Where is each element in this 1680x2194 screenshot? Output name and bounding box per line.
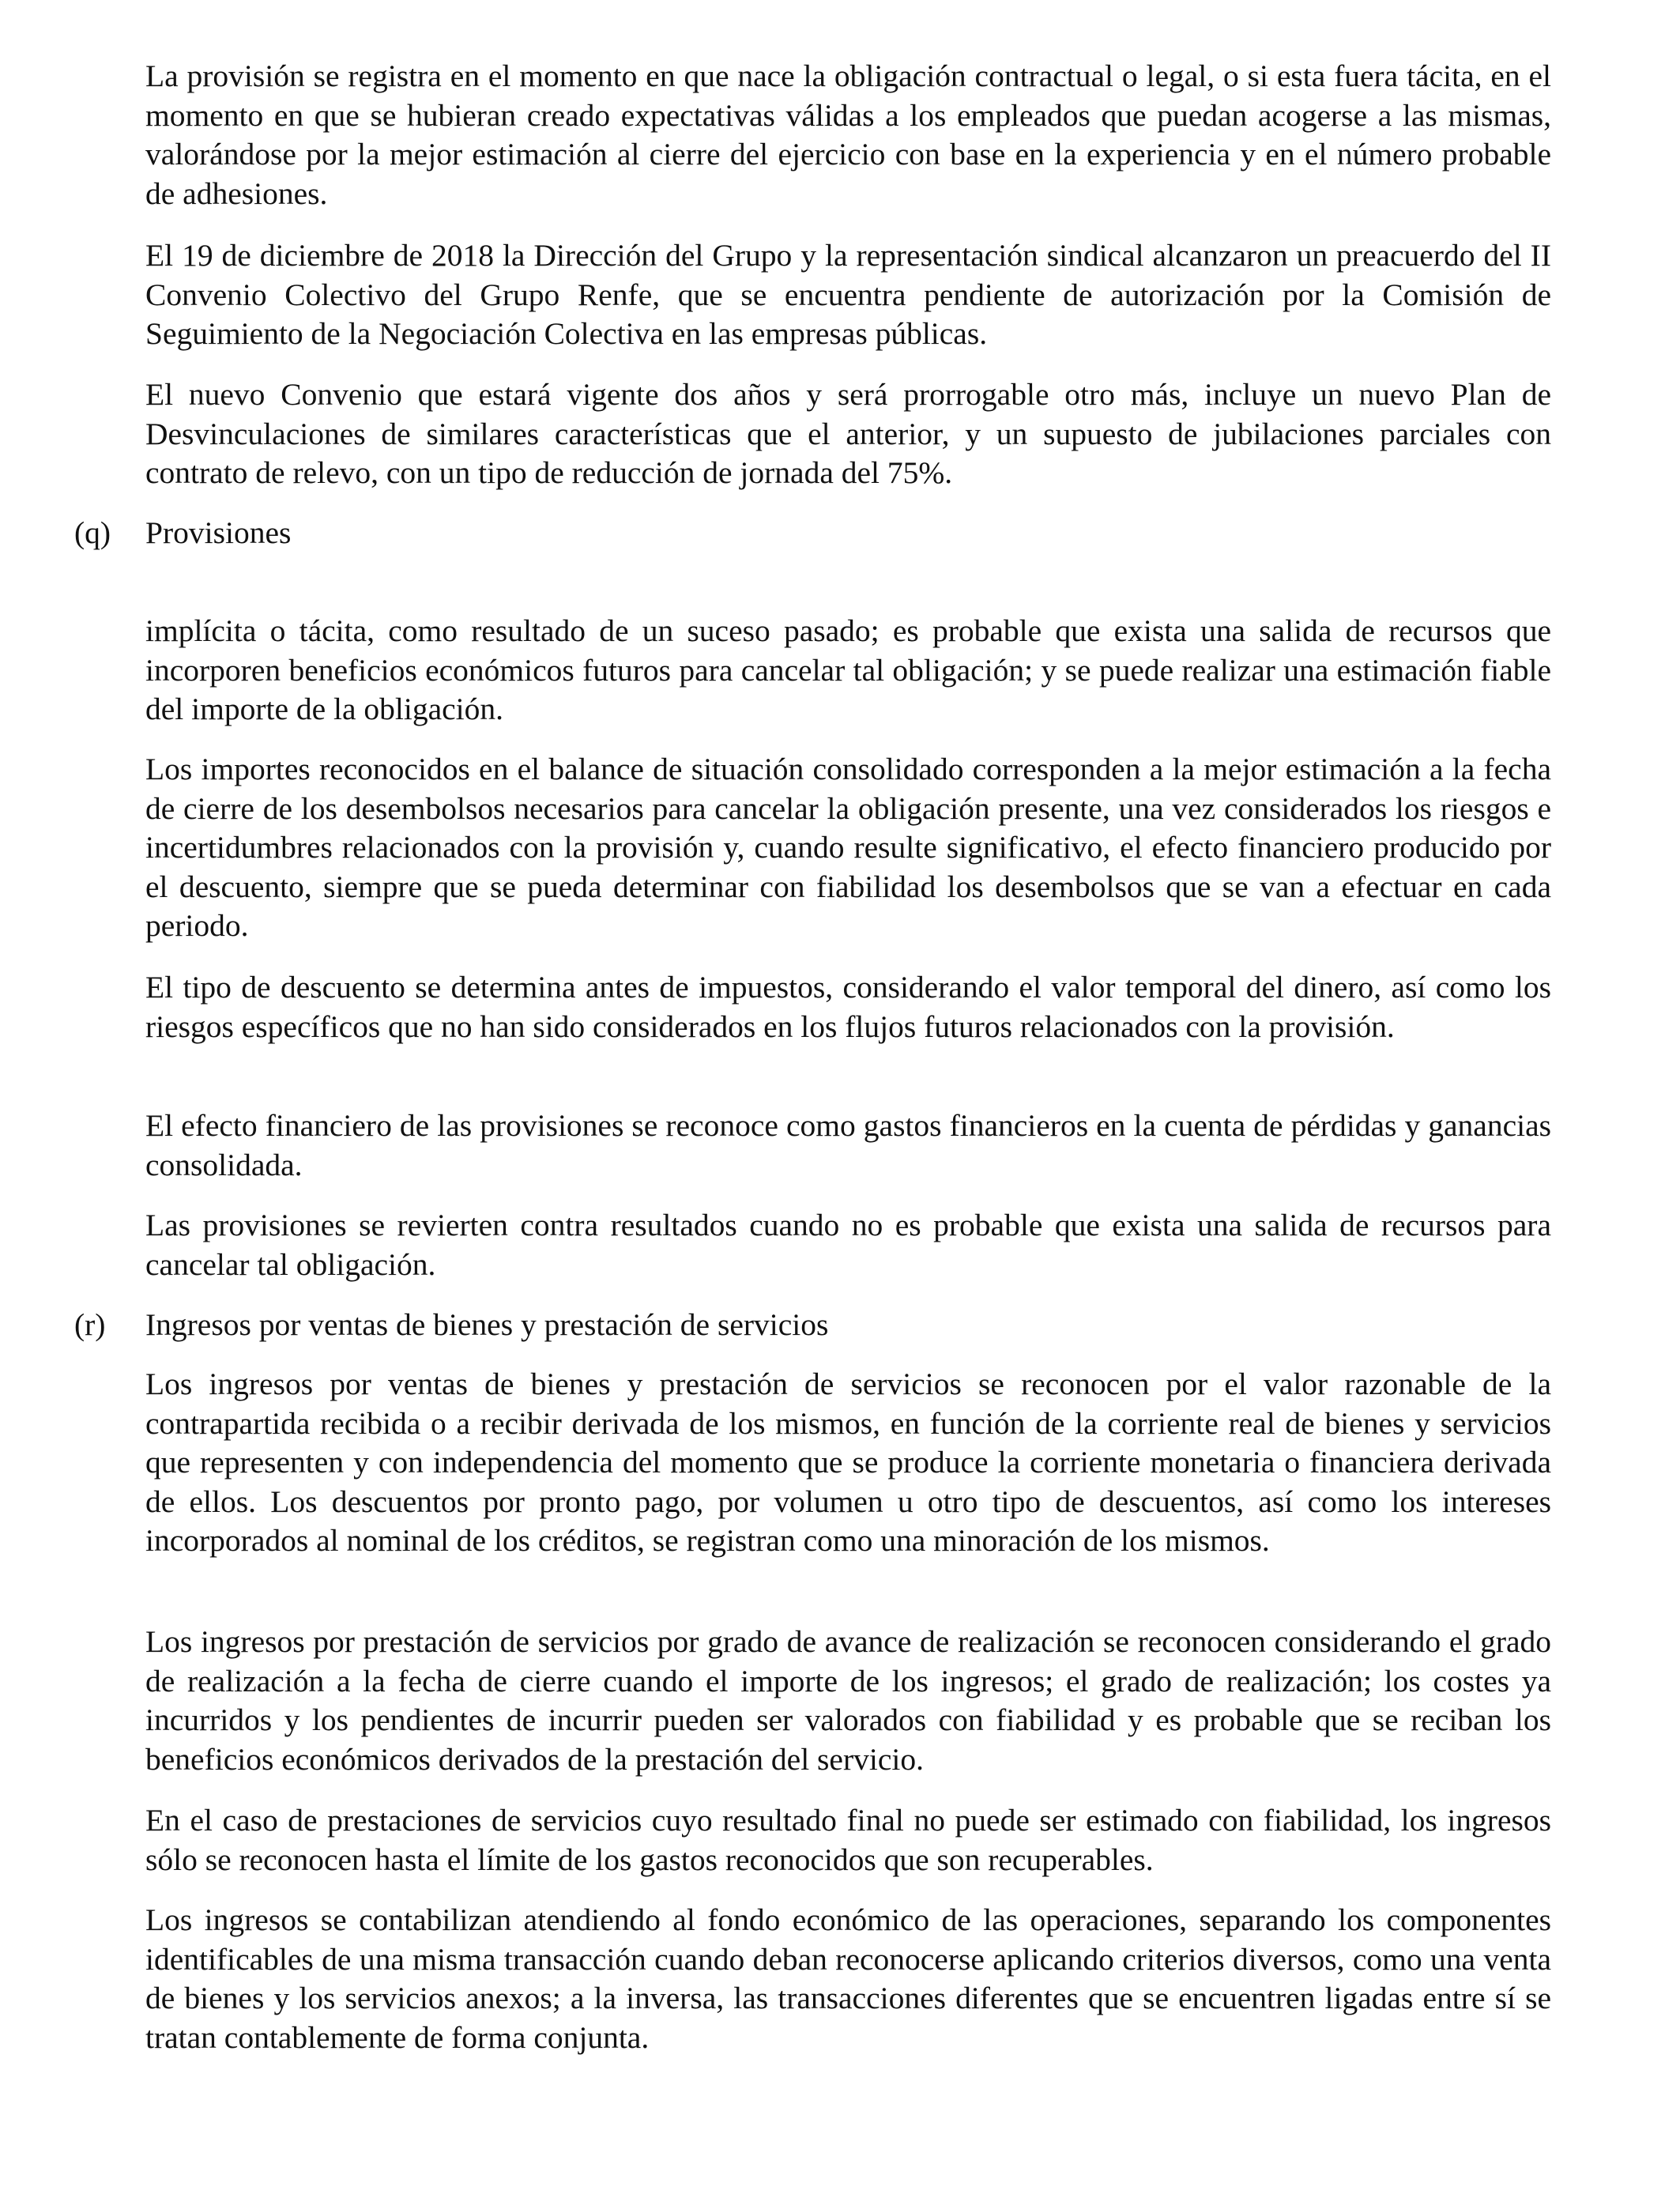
paragraph-provision-registration: La provisión se registra en el momento en que nace la obligación contractual o legal, o si esta fuera tácita, en el momento en que se hubieran creado expectativas válidas a los empleados que puedan acogerse a las mismas, valorándose por la mejor estimación al cierre del ejercicio con base en la experiencia y en el número probable de adhesiones.	[145, 58, 1551, 211]
section-marker-r: (r)	[74, 1307, 106, 1342]
section-marker-q: (q)	[74, 515, 111, 550]
paragraph-prestaciones-servicios: En el caso de prestaciones de servicios cuyo resultado final no puede ser estimado con fiabilidad, los ingresos sólo se reconocen hasta el límite de los gastos reconocidos que son recuperables.	[145, 1803, 1551, 1877]
paragraph-importes-reconocidos: Los importes reconocidos en el balance de situación consolidado corresponden a la mejor estimación a la fecha de cierre de los desembolsos necesarios para cancelar la obligación presente, una vez considerados los riesgos e incertidumbres relacionados con la provisión y, cuando resulte significativo, el efecto financiero producido por el descuento, siempre que se pueda determinar con fiabilidad los desembolsos que se van a efectuar en cada periodo.	[145, 752, 1551, 943]
section-heading-provisiones	[74, 514, 291, 553]
paragraph-nuevo-convenio: El nuevo Convenio que estará vigente dos años y será prorrogable otro más, incluye un nuevo Plan de Desvinculaciones de similares características que el anterior, y un supuesto de jubilaciones parciales con contrato de relevo, con un tipo de reducción de jornada del 75%.	[145, 377, 1551, 490]
paragraph-fondo-economico: Los ingresos se contabilizan atendiendo al fondo económico de las operaciones, separando los componentes identificables de una misma transacción cuando deban reconocerse aplicando criterios diversos, como una venta de bienes y los servicios anexos; a la inversa, las transacciones diferentes que se encuentren ligadas entre sí se tratan contablemente de forma conjunta.	[145, 1902, 1551, 2055]
paragraph-provision-definition: implícita o tácita, como resultado de un suceso pasado; es probable que exista una salida de recursos que incorporen beneficios económicos futuros para cancelar tal obligación; y se puede realizar una estimación fiable del importe de la obligación.	[145, 613, 1551, 726]
paragraph-ingresos-ventas: Los ingresos por ventas de bienes y prestación de servicios se reconocen por el valor razonable de la contrapartida recibida o a recibir derivada de los mismos, en función de la corriente real de bienes y servicios que representen y con independencia del momento que se produce la corriente monetaria o financiera derivada de ellos. Los descuentos por pronto pago, por volumen u otro tipo de descuentos, así como los intereses incorporados al nominal de los créditos, se registran como una minoración de los mismos.	[145, 1367, 1551, 1558]
paragraph-convenio-preacuerdo: El 19 de diciembre de 2018 la Dirección del Grupo y la representación sindical alcanzaron un preacuerdo del II Convenio Colectivo del Grupo Renfe, que se encuentra pendiente de autorización por la Comisión de Seguimiento de la Negociación Colectiva en las empresas públicas.	[145, 238, 1551, 351]
paragraph-tipo-descuento: El tipo de descuento se determina antes de impuestos, considerando el valor temporal del dinero, así como los riesgos específicos que no han sido considerados en los flujos futuros relacionados con la provisión.	[145, 970, 1551, 1044]
section-title-provisiones: Provisiones	[145, 515, 292, 550]
paragraph-grado-avance: Los ingresos por prestación de servicios por grado de avance de realización se reconocen considerando el grado de realización a la fecha de cierre cuando el importe de los ingresos; el grado de realización; los costes ya incurridos y los pendientes de incurrir pueden ser valorados con fiabilidad y es probable que se reciban los beneficios económicos derivados de la prestación del servicio.	[145, 1624, 1551, 1777]
paragraph-reversion-provisiones: Las provisiones se revierten contra resultados cuando no es probable que exista una salida de recursos para cancelar tal obligación.	[145, 1208, 1551, 1282]
section-heading-ingresos	[74, 1306, 828, 1345]
paragraph-efecto-financiero: El efecto financiero de las provisiones se reconoce como gastos financieros en la cuenta de pérdidas y ganancias consolidada.	[145, 1108, 1551, 1182]
section-title-ingresos: Ingresos por ventas de bienes y prestación de servicios	[145, 1307, 829, 1342]
